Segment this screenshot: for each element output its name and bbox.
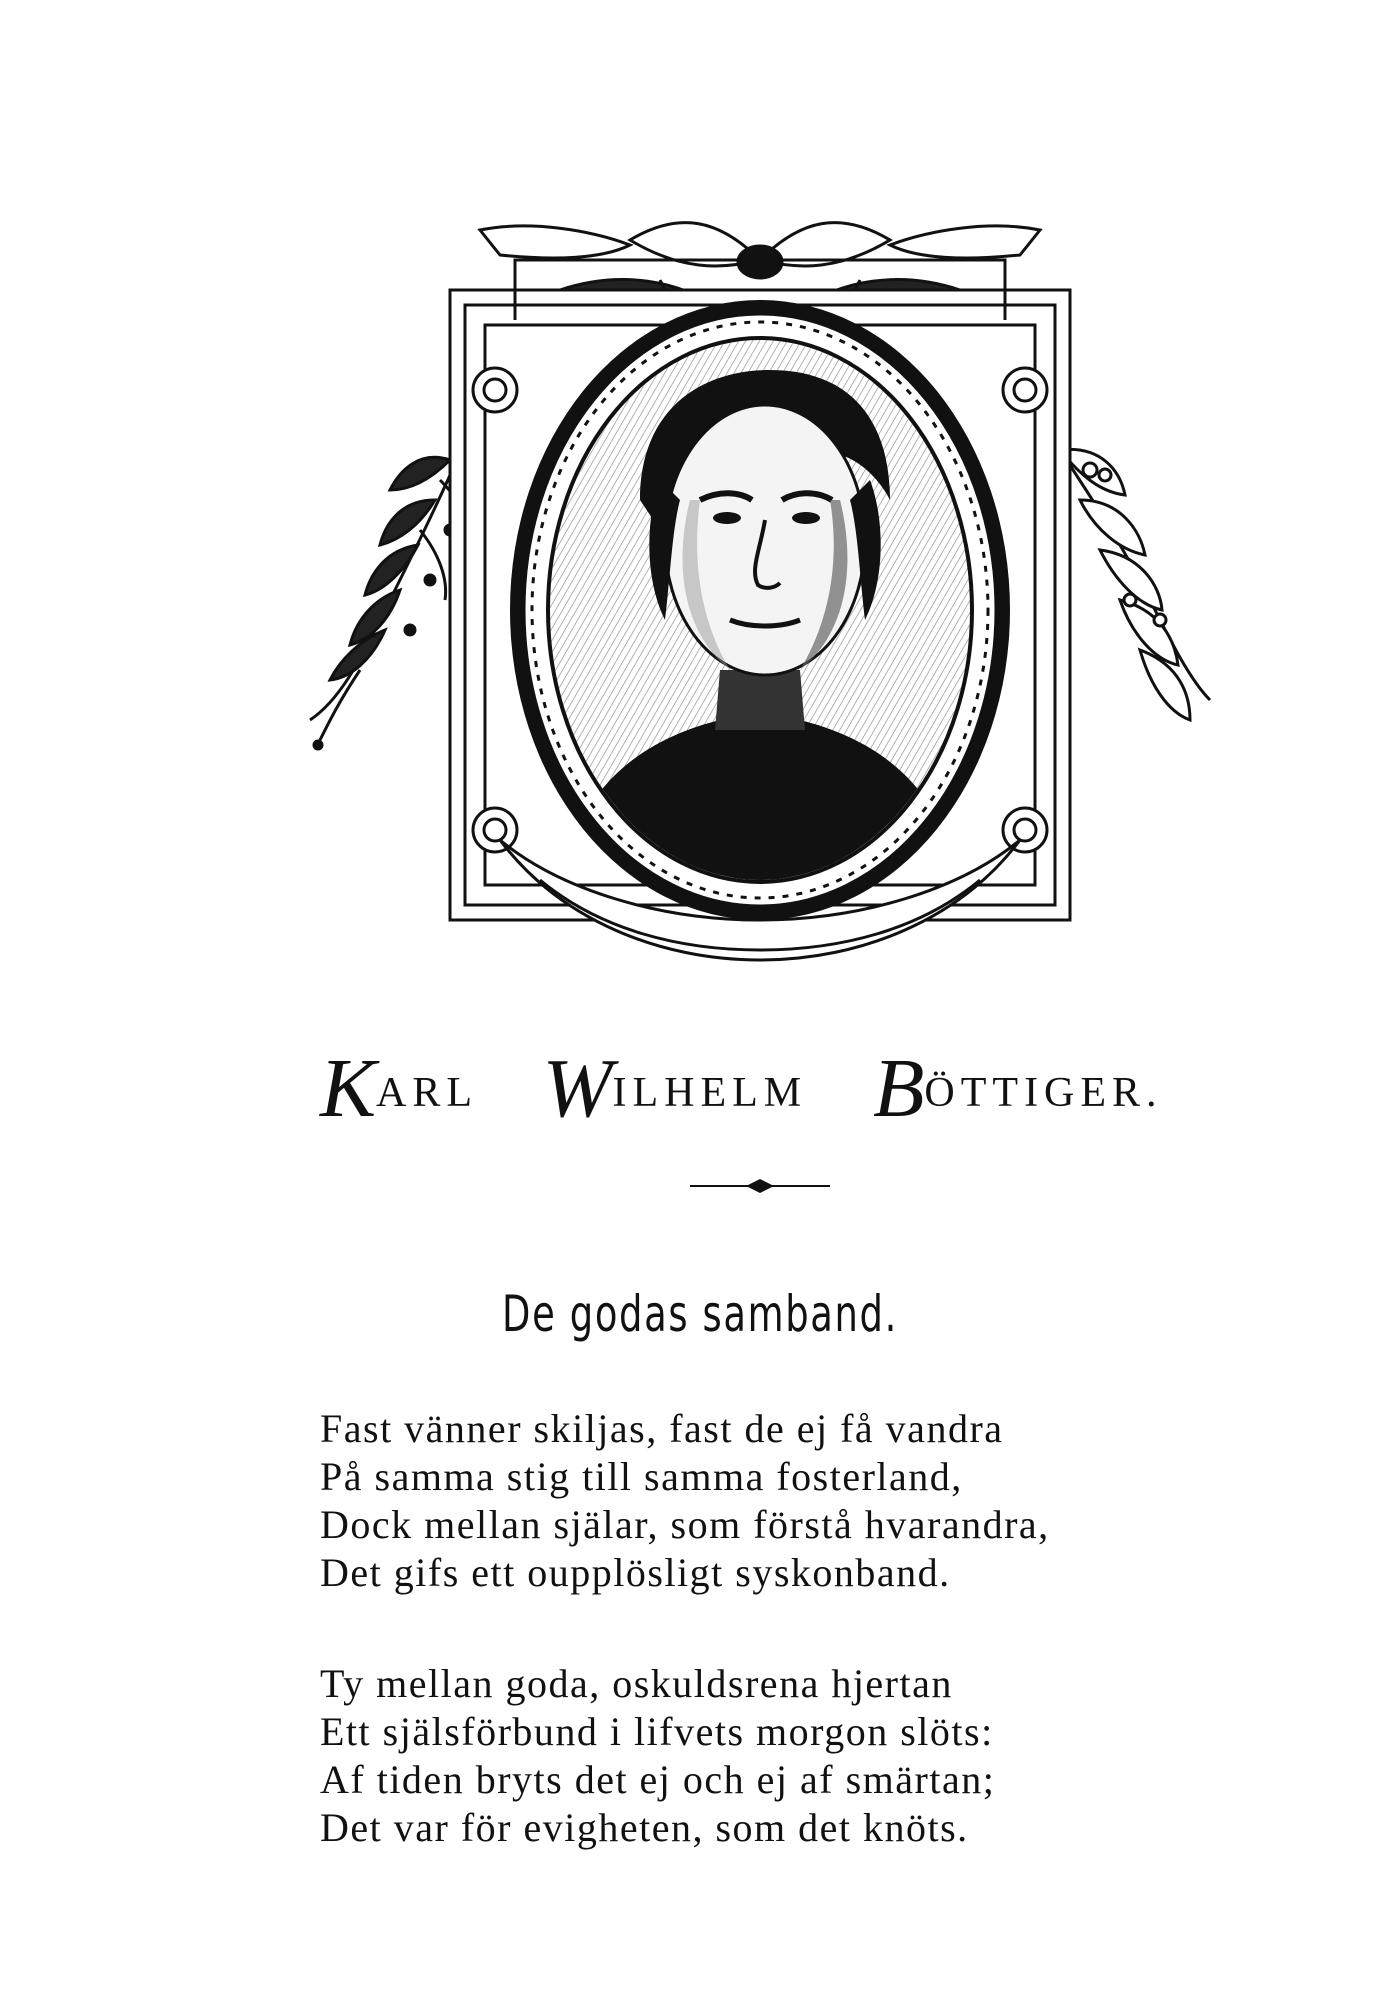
author-first-rest: ARL (376, 1070, 477, 1116)
poem-line: Fast vänner skiljas, fast de ej få vandra (320, 1406, 1004, 1451)
author-name (320, 1040, 1220, 1137)
author-last-initial: B (873, 1042, 925, 1135)
poem-line: Ty mellan goda, oskuldsrena hjertan (320, 1661, 953, 1706)
author-last-rest: ÖTTIGER. (924, 1070, 1163, 1116)
author-middle-initial: W (542, 1042, 613, 1135)
ornamental-divider-icon (690, 1176, 830, 1196)
poem-line: På samma stig till samma fosterland, (320, 1454, 963, 1499)
poem-title: De godas samband. (502, 1285, 898, 1343)
portrait-engraving-icon (300, 200, 1220, 980)
poem-line: Ett själsförbund i lifvets morgon slöts: (320, 1709, 994, 1754)
poem-line: Det var för evigheten, som det knöts. (320, 1805, 969, 1850)
poem-line: Af tiden bryts det ej och ej af smärtan; (320, 1757, 996, 1802)
poem-line: Det gifs ett oupplösligt syskonband. (320, 1550, 951, 1595)
stanza-2 (320, 1660, 1200, 1852)
poem-line: Dock mellan själar, som förstå hvarandra, (320, 1502, 1050, 1547)
left-foliage (310, 430, 470, 749)
portrait-frame (300, 200, 1220, 980)
author-middle-rest: ILHELM (612, 1070, 808, 1116)
stanza-1 (320, 1405, 1200, 1597)
author-first-initial: K (320, 1042, 377, 1135)
